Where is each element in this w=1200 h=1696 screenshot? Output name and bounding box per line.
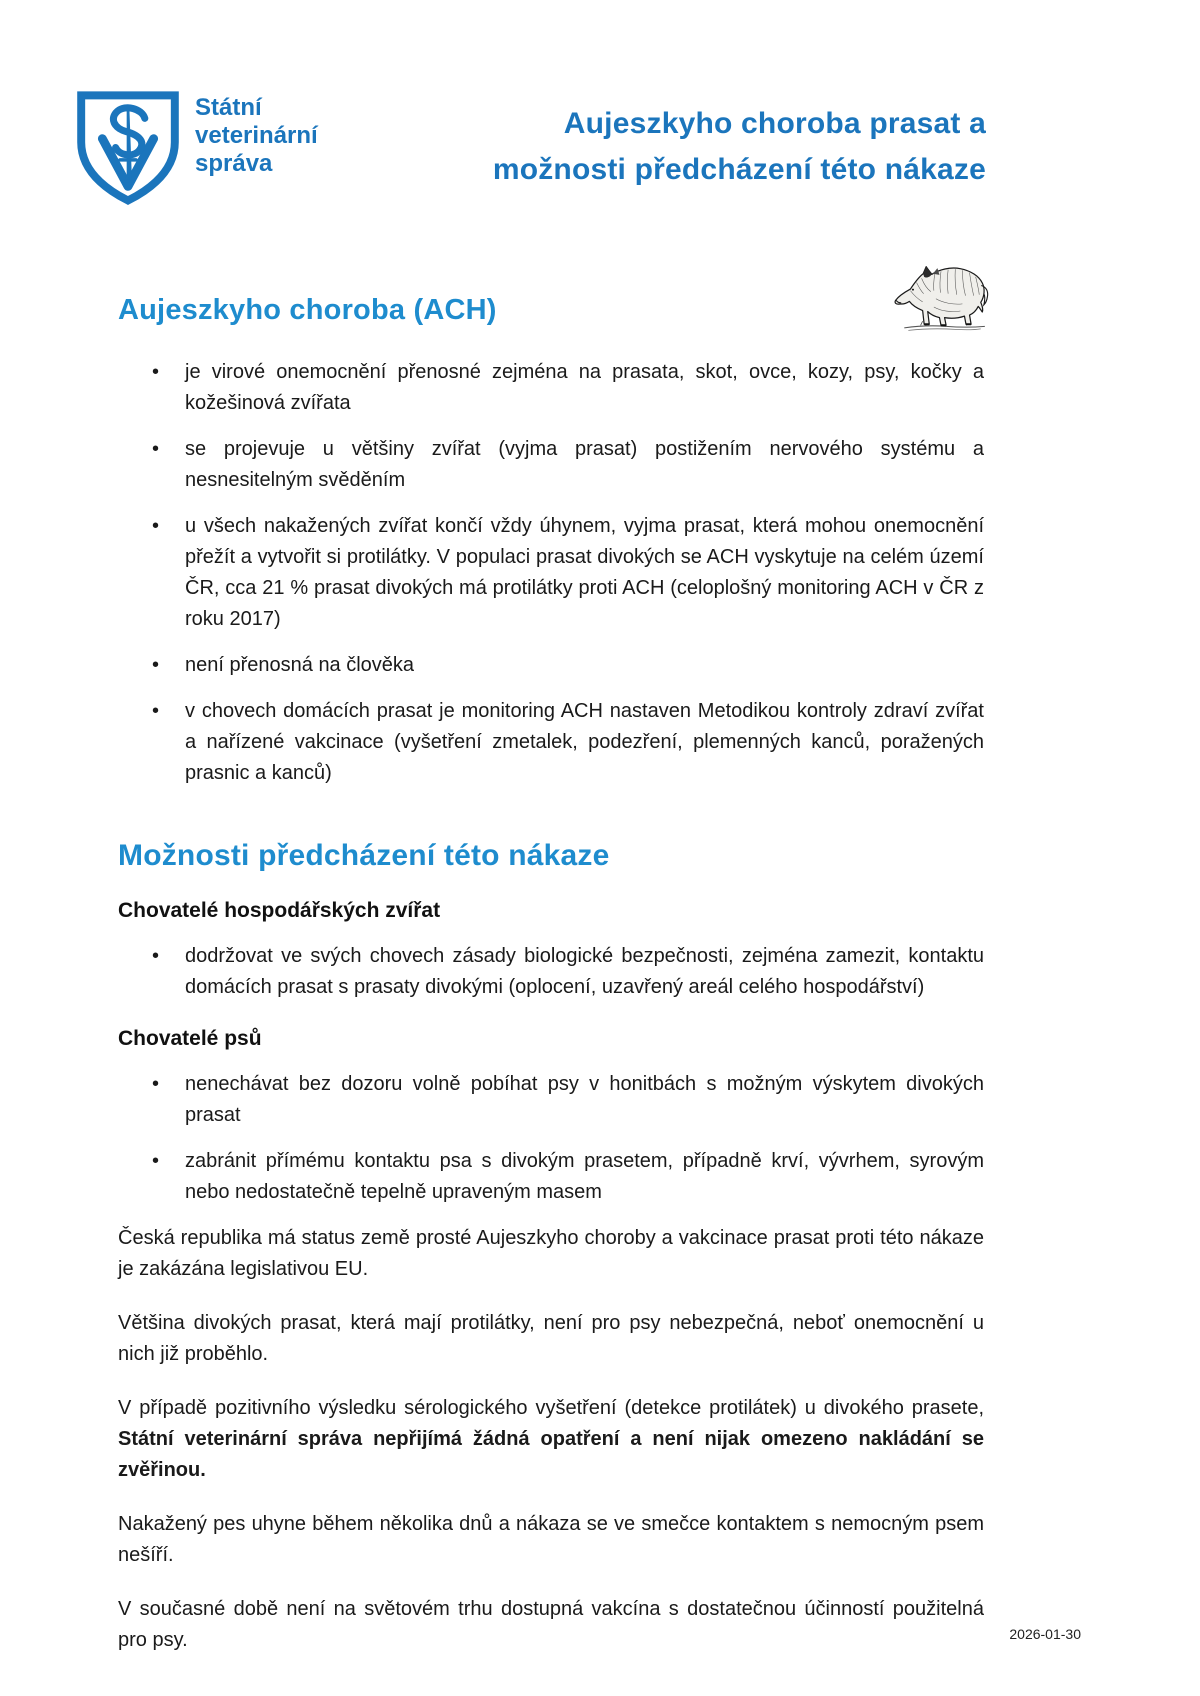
livestock-bullet-list: [118, 941, 984, 1003]
sub-heading-livestock-owners: Chovatelé hospodářských zvířat: [118, 899, 441, 922]
paragraph-vaccine: V současné době není na světovém trhu dostupná vakcína s dostatečnou účinností použitelná pro psy.: [118, 1598, 984, 1651]
bullet-item: • je virové onemocnění přenosné zejména na prasata, skot, ovce, kozy, psy, kočky a kožešinová zvířata: [118, 357, 984, 419]
header: [75, 88, 318, 207]
logo-wordmark: [195, 94, 318, 178]
page-title-line-2: možnosti předcházení této nákaze: [492, 153, 986, 186]
paragraph-serology-lead: V případě pozitivního výsledku sérologického vyšetření (detekce protilátek) u divokého prasete,: [118, 1397, 984, 1419]
bullet-item: • dodržovat ve svých chovech zásady biologické bezpečnosti, zejména zamezit, kontaktu domácích prasat s prasaty divokými (oplocení, uzavřený areál celého hospodářství): [118, 941, 984, 1003]
bullet-item: • u všech nakažených zvířat končí vždy úhynem, vyjma prasat, která mohou onemocnění přežít a vytvořit si protilátky. V populaci prasat divokých se ACH vyskytuje na celém území ČR, cca 21 % prasat divokých má protilátky proti ACH (celoplošný monitoring ACH v ČR z roku 2017): [118, 511, 984, 635]
paragraph-serology-bold: Státní veterinární správa nepřijímá žádná opatření a není nijak omezeno nakládání se zvěřinou.: [118, 1428, 984, 1481]
sub-heading-dog-owners: Chovatelé psů: [118, 1027, 262, 1050]
footer-date: 2026-01-30: [1009, 1626, 1081, 1642]
logo-line-2: veterinární: [195, 122, 318, 149]
main-content: [118, 294, 984, 1679]
paragraph-infected-dog: Nakažený pes uhyne během několika dnů a nákaza se ve smečce kontaktem s nemocným psem nešíří.: [118, 1513, 984, 1566]
paragraph-cr-status: Česká republika má status země prosté Aujeszkyho choroby a vakcinace prasat proti této nákaze je zakázána legislativou EU.: [118, 1227, 984, 1280]
logo-line-1: Státní: [195, 94, 262, 121]
logo-line-3: správa: [195, 150, 273, 177]
bullet-item: • nenechávat bez dozoru volně pobíhat psy v honitbách s možným výskytem divokých prasat: [118, 1069, 984, 1131]
bullet-item: • v chovech domácích prasat je monitoring ACH nastaven Metodikou kontroly zdraví zvířat a nařízené vakcinace (vyšetření zmetalek, podezření, plemenných kanců, poražených prasnic a kanců): [118, 696, 984, 789]
section-heading-ach: Aujeszkyho choroba (ACH): [118, 294, 497, 326]
dog-bullet-list: [118, 1069, 984, 1208]
bullet-item: • zabránit přímému kontaktu psa s divokým prasetem, případně krví, vývrhem, syrovým nebo nedostatečně tepelně upraveným masem: [118, 1146, 984, 1208]
page-title-line-1: Aujeszkyho choroba prasat a: [563, 107, 986, 140]
svs-shield-logo-icon: [75, 88, 181, 207]
ach-bullet-list: [118, 357, 984, 789]
section-heading-prevention: Možnosti předcházení této nákaze: [118, 839, 610, 872]
bullet-item: • není přenosná na člověka: [118, 650, 984, 681]
paragraph-serology: [118, 1393, 984, 1486]
bullet-item: • se projevuje u většiny zvířat (vyjma prasat) postižením nervového systému a nesnesitelným svěděním: [118, 434, 984, 496]
page-title: [493, 101, 986, 193]
paragraph-antibodies: Většina divokých prasat, která mají protilátky, není pro psy nebezpečná, neboť onemocnění u nich již proběhlo.: [118, 1312, 984, 1365]
